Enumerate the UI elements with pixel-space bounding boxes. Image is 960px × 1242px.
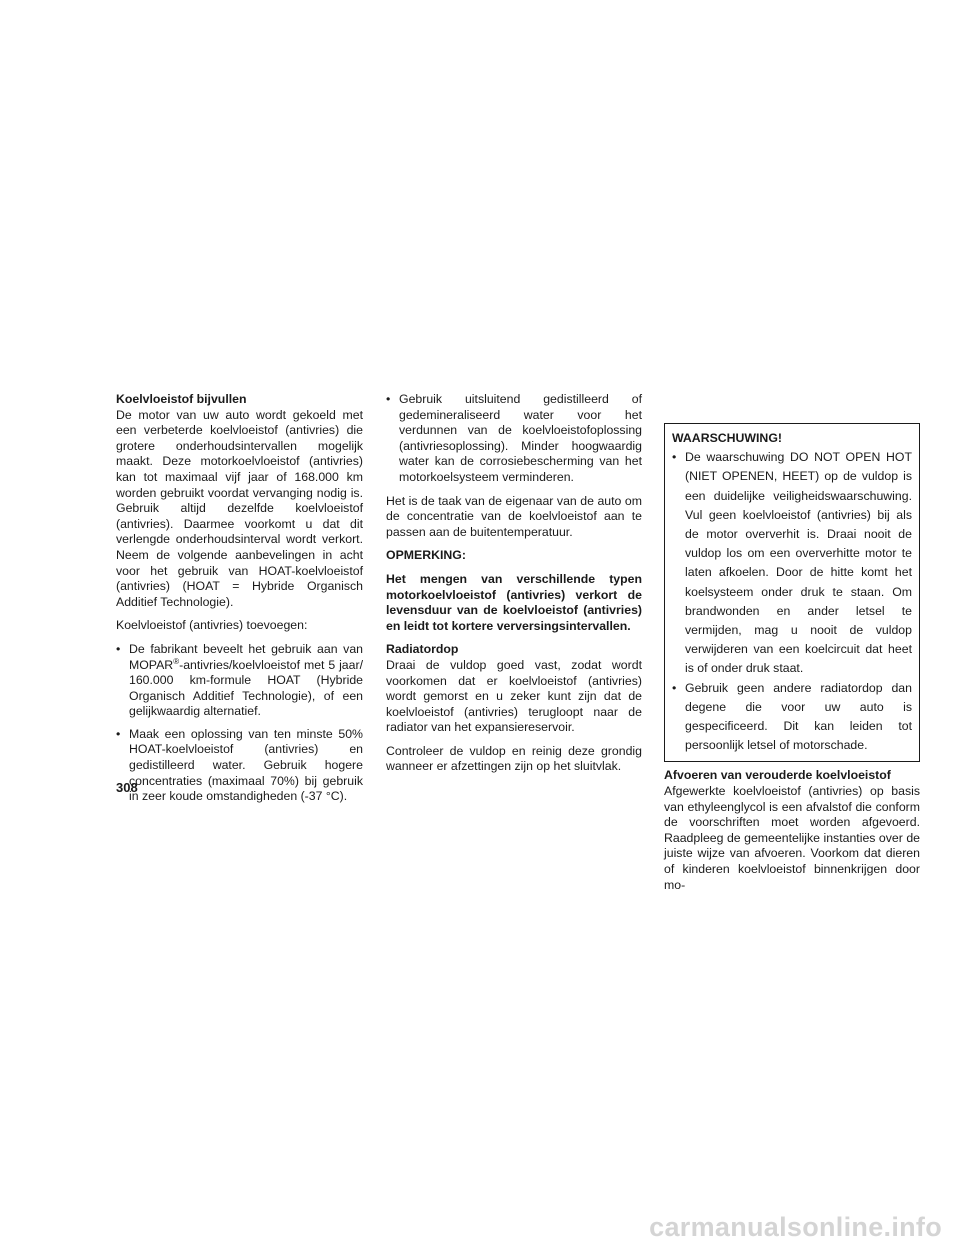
bullet-list [386, 392, 642, 486]
section-heading-afvoeren: Afvoeren van verouderde koelvloeistof [664, 768, 891, 783]
section-heading-radiatordop: Radiatordop [386, 642, 459, 657]
paragraph: Het is de taak van de eigenaar van de auto om de concentratie van de koelvloeistof aan te passen aan de buitentemperatuur. [386, 493, 642, 539]
list-item: • Gebruik uitsluitend gedistilleerd of gedemineraliseerd water voor het verdunnen van de koelvloeistofoplossing (antivriesoplossing). Minder hoogwaardig water kan de corrosiebescherming van het motorkoelsysteem verminderen. [386, 392, 642, 486]
paragraph: Koelvloeistof (antivries) toevoegen: [116, 618, 308, 633]
list-item: • De waarschuwing DO NOT OPEN HOT (NIET OPENEN, HEET) op de vuldop is een duidelijke veiligheidswaarschuwing. Vul geen koelvloeistof (antivries) bij als de motor oververhit is. Draai nooit de vuldop los om een oververhitte motor te laten afkoelen. Door de hitte komt het koelsysteem onder druk te staan. Om brandwonden en ander letsel te vermijden, mag u nooit de vuldop verwijderen van een koelcircuit dat heet is of onder druk staat. [672, 448, 912, 678]
list-item: • Maak een oplossing van ten minste 50% HOAT-koelvloeistof (antivries) en gedistilleerd water. Gebruik hogere concentraties (maximaal 70%) bij gebruik in zeer koude omstandigheden (-37 °C). [116, 727, 363, 805]
paragraph: Controleer de vuldop en reinig deze grondig wanneer er afzettingen zijn op het sluitvlak. [386, 743, 642, 774]
column-middle [386, 392, 642, 783]
paragraph: De motor van uw auto wordt gekoeld met een verbeterde koelvloeistof (antivries) die grotere onderhoudsintervallen mogelijk maakt. Deze motorkoelvloeistof (antivries) kan tot maximaal vijf jaar of 168.000 km worden gebruikt voordat vervanging nodig is. Gebruik altijd dezelfde koelvloeistof (antivries). Daarmee voorkomt u dat dit verlengde onderhoudsinterval wordt verkort. Neem de volgende aanbevelingen in acht voor het gebruik van HOAT-koelvloeistof (antivries) (HOAT = Hybride Organisch Additief Technologie). [116, 407, 363, 609]
list-item: • Gebruik geen andere radiatordop dan degene die voor uw auto is gespecificeerd. Dit kan leiden tot persoonlijk letsel of motorschade. [672, 679, 912, 756]
list-item: • De fabrikant beveelt het gebruik aan van MOPAR®-antivries/koelvloeistof met 5 jaar/ 160.000 km-formule HOAT (Hybride Organisch Additief Technologie), of een gelijkwaardig alternatief. [116, 642, 363, 720]
paragraph: Afgewerkte koelvloeistof (antivries) op basis van ethyleenglycol is een afvalstof die conform de voorschriften moet worden afgevoerd. Raadpleeg de gemeentelijke instanties over de juiste wijze van afvoeren. Voorkom dat dieren of kinderen koelvloeistof binnenkrijgen door mo- [664, 784, 920, 892]
paragraph: Draai de vuldop goed vast, zodat wordt voorkomen dat er koelvloeistof (antivries) wordt gemorst en u zeker kunt zijn dat de koelvloeistof (antivries) terugloopt naar de radiator van het expansiereservoir. [386, 657, 642, 735]
warning-box [664, 423, 920, 762]
warning-title: WAARSCHUWING! [672, 431, 782, 445]
warning-list [672, 448, 912, 755]
page-number: 308 [116, 780, 138, 795]
section-heading-koelvloeistof-bijvullen: Koelvloeistof bijvullen [116, 392, 247, 406]
watermark: carmanualsonline.info [649, 1212, 942, 1242]
column-left [116, 392, 363, 813]
column-right [664, 423, 920, 901]
bullet-list [116, 642, 363, 805]
note-text: Het mengen van verschillende typen motorkoelvloeistof (antivries) verkort de levensduur van de koelvloeistof (antivries) en leidt tot kortere verversingsintervallen. [386, 571, 642, 633]
note-title: OPMERKING: [386, 548, 466, 563]
